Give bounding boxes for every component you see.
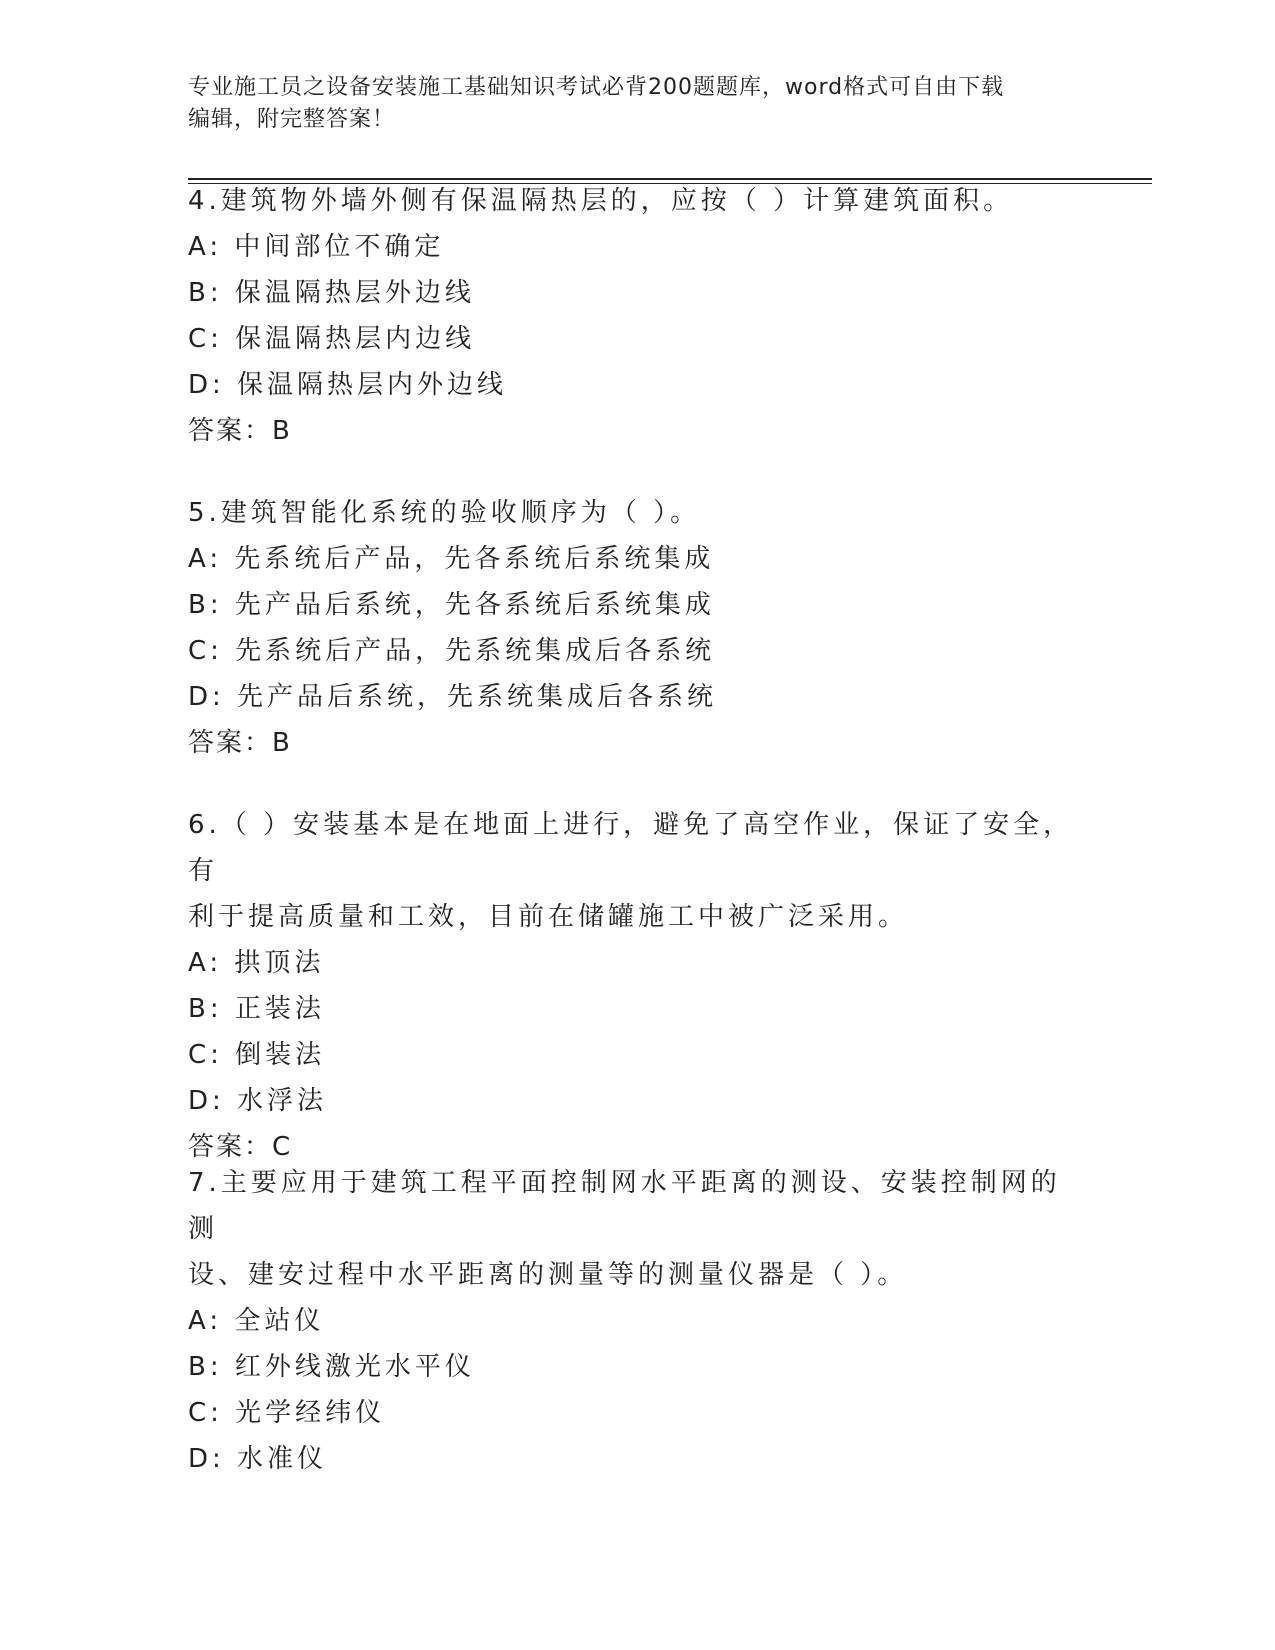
option-d: D: 先产品后系统，先系统集成后各系统 xyxy=(188,682,718,712)
option-c: C: 保温隔热层内边线 xyxy=(188,324,476,354)
question-4 xyxy=(188,178,1088,454)
option-b: B: 保温隔热层外边线 xyxy=(188,278,475,308)
question-7 xyxy=(188,1160,1088,1482)
question-stem-line-2: 设、建安过程中水平距离的测量等的测量仪器是（ ）。 xyxy=(188,1260,908,1290)
answer: 答案：B xyxy=(188,416,292,446)
option-c: C: 光学经纬仪 xyxy=(188,1398,386,1428)
option-c: C: 倒装法 xyxy=(188,1040,326,1070)
header-line-1: 专业施工员之设备安装施工基础知识考试必背200题题库，word格式可自由下载 xyxy=(188,75,1005,100)
header-line-2: 编辑，附完整答案！ xyxy=(188,107,396,132)
option-b: B: 先产品后系统，先各系统后系统集成 xyxy=(188,590,715,620)
question-6 xyxy=(188,802,1088,1170)
question-stem-line-1: 7.主要应用于建筑工程平面控制网水平距离的测设、安装控制网的测 xyxy=(188,1168,1061,1244)
option-a: A: 中间部位不确定 xyxy=(188,232,445,262)
option-a: A: 拱顶法 xyxy=(188,948,325,978)
option-d: D: 保温隔热层内外边线 xyxy=(188,370,508,400)
document-header xyxy=(188,72,1088,136)
answer: 答案：C xyxy=(188,1132,293,1162)
option-d: D: 水浮法 xyxy=(188,1086,328,1116)
option-d: D: 水准仪 xyxy=(188,1444,328,1474)
question-stem-line-1: 6.（ ）安装基本是在地面上进行，避免了高空作业，保证了安全，有 xyxy=(188,810,1074,886)
question-5 xyxy=(188,490,1088,766)
option-c: C: 先系统后产品，先系统集成后各系统 xyxy=(188,636,716,666)
question-stem: 4.建筑物外墙外侧有保温隔热层的，应按（ ）计算建筑面积。 xyxy=(188,186,1014,216)
option-b: B: 红外线激光水平仪 xyxy=(188,1352,475,1382)
question-stem: 5.建筑智能化系统的验收顺序为（ ）。 xyxy=(188,498,701,528)
option-a: A: 全站仪 xyxy=(188,1306,325,1336)
option-b: B: 正装法 xyxy=(188,994,325,1024)
option-a: A: 先系统后产品，先各系统后系统集成 xyxy=(188,544,715,574)
question-stem-line-2: 利于提高质量和工效，目前在储罐施工中被广泛采用。 xyxy=(188,902,909,932)
answer: 答案：B xyxy=(188,728,292,758)
